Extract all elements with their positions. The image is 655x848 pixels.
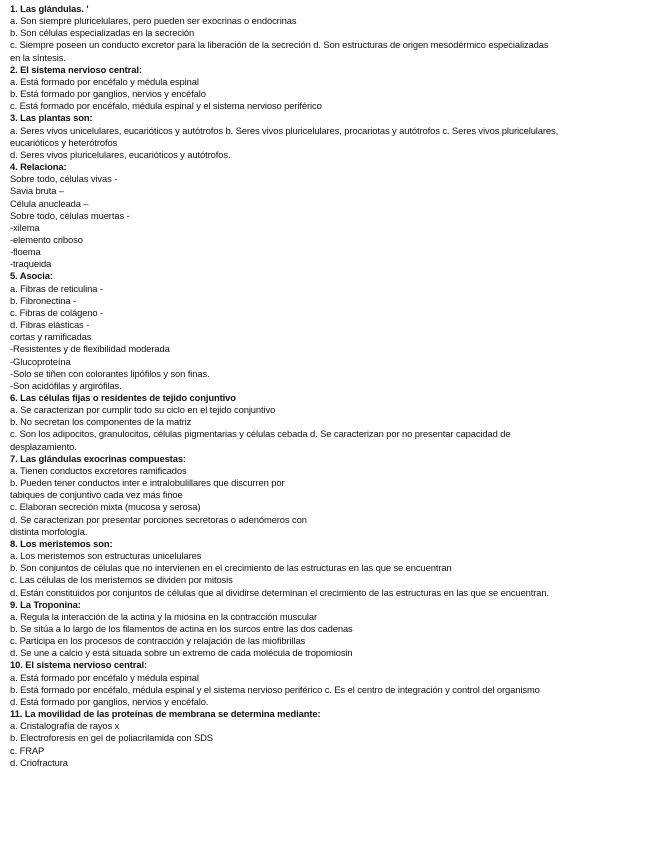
- answer-line: a. Regula la interacción de la actina y la miosina en la contracción muscular: [10, 610, 318, 622]
- question-title: 5. Asocia:: [10, 270, 53, 282]
- answer-line: c. Siempre poseen un conducto excretor para la liberación de la secreción d. Son estructuras de origen mesodérmico especializadas: [10, 39, 549, 51]
- answer-line: a. Los meristemos son estructuras unicelulares: [10, 550, 202, 562]
- answer-line: distinta morfología.: [10, 525, 88, 537]
- answer-line: Savia bruta –: [10, 185, 64, 197]
- answer-line: c. Las células de los meristemos se dividen por mitosis: [10, 574, 233, 586]
- answer-line: -floema: [10, 246, 41, 258]
- answer-line: b. Electroforesis en gel de poliacrilamida con SDS: [10, 732, 213, 744]
- answer-line: d. Se une a calcio y está situada sobre un extremo de cada molécula de tropomiosin: [10, 647, 353, 659]
- answer-line: b. Está formado por ganglios, nervios y encéfalo: [10, 88, 206, 100]
- answer-line: c. Participa en los procesos de contracción y relajación de las miofibrillas: [10, 635, 306, 647]
- answer-line: d. Fibras elásticas -: [10, 319, 90, 331]
- question-title: 4. Relaciona:: [10, 161, 67, 173]
- answer-line: d. Seres vivos pluricelulares, eucarióticos y autótrofos.: [10, 148, 231, 160]
- question-block: [10, 392, 647, 453]
- answer-line: a. Tienen conductos excretores ramificados: [10, 464, 187, 476]
- answer-line: -traqueida: [10, 258, 52, 270]
- question-title: 6. Las células fijas o residentes de tejido conjuntivo: [10, 392, 236, 403]
- answer-line: d. Se caracterizan por presentar porciones secretoras o adenómeros con: [10, 513, 307, 525]
- question-block: [10, 112, 647, 161]
- question-title: 10. El sistema nervioso central:: [10, 659, 147, 671]
- answer-line: -Son acidófilas y argirófilas.: [10, 379, 122, 391]
- answer-line: c. FRAP: [10, 744, 45, 756]
- answer-line: a. Fibras de reticulina -: [10, 282, 103, 294]
- answer-line: b. Está formado por encéfalo, médula espinal y el sistema nervioso periférico c. Es el centro de integración y control del organismo: [10, 683, 540, 695]
- question-title: 2. El sistema nervioso central:: [10, 63, 142, 75]
- answer-line: a. Se caracterizan por cumplir todo su ciclo en el tejido conjuntivo: [10, 404, 276, 416]
- answer-line: c. Fibras de colágeno -: [10, 306, 104, 318]
- answer-line: a. Está formado por encéfalo y médula espinal: [10, 75, 199, 87]
- question-block: [10, 3, 647, 64]
- answer-line: b. Se sitúa a lo largo de los filamentos de actina en los surcos entre las dos cadenas: [10, 622, 353, 634]
- answer-line: d. Criofractura: [10, 756, 68, 768]
- question-block: [10, 64, 647, 113]
- answer-line: b. Son conjuntos de células que no intervienen en el crecimiento de las estructuras en las que se encuentran: [10, 562, 452, 574]
- answer-line: en la síntesis.: [10, 51, 66, 63]
- question-block: [10, 538, 647, 599]
- answer-line: desplazamiento.: [10, 440, 77, 452]
- question-block: [10, 599, 647, 660]
- answer-line: eucarióticos y heterótrofos: [10, 136, 118, 148]
- answer-line: b. Pueden tener conductos inter e intralobulillares que discurren por: [10, 477, 285, 489]
- question-title: 11. La movilidad de las proteínas de membrana se determina mediante:: [10, 708, 321, 720]
- answer-line: b. Fibronectina -: [10, 294, 77, 306]
- answer-line: -Resistentes y de flexibilidad moderada: [10, 343, 170, 355]
- question-title: 9. La Troponina:: [10, 598, 81, 610]
- answer-line: Sobre todo, células muertas -: [10, 209, 130, 221]
- answer-line: -xilema: [10, 221, 40, 233]
- question-block: [10, 659, 647, 708]
- answer-line: a. Seres vivos unicelulares, eucarióticos y autótrofos b. Seres vivos pluricelulares, procariotas y autótrofos c. Seres vivos pluricelulares,: [10, 124, 559, 136]
- question-block: [10, 708, 647, 769]
- answer-line: d. Están constituidos por conjuntos de células que al dividirse determinan el crecimiento de las estructuras en las que se encuentran.: [10, 586, 549, 598]
- answer-line: a. Son siempre pluricelulares, pero pueden ser exocrinas o endocrinas: [10, 15, 297, 27]
- question-block: [10, 453, 647, 538]
- answer-line: d. Está formado por ganglios, nervios y encéfalo.: [10, 695, 209, 707]
- answer-line: Célula anucleada –: [10, 197, 89, 209]
- answer-line: c. Elaboran secreción mixta (mucosa y serosa): [10, 501, 201, 513]
- answer-line: a. Está formado por encéfalo y médula espinal: [10, 671, 199, 683]
- question-title: 3. Las plantas son:: [10, 112, 93, 124]
- answer-line: cortas y ramificadas: [10, 331, 92, 343]
- answer-line: -Solo se tiñen con colorantes lipófilos y son finas.: [10, 367, 210, 379]
- question-block: [10, 161, 647, 270]
- answer-line: b. No secretan los componentes de la matriz: [10, 416, 192, 428]
- answer-line: Sobre todo, células vivas -: [10, 173, 118, 185]
- answer-line: b. Son células especializadas en la secreción: [10, 27, 195, 39]
- answer-line: c. Son los adipocitos, granulocitos, células pigmentarias y células cebada d. Se caracterizan por no presentar capacidad de: [10, 428, 511, 440]
- question-block: [10, 270, 647, 392]
- answer-line: tabiques de conjuntivo cada vez más finoe: [10, 489, 183, 501]
- question-title: 1. Las glándulas. ': [10, 3, 89, 14]
- question-title: 7. Las glándulas exocrinas compuestas:: [10, 452, 186, 464]
- answer-line: -Glucoproteína: [10, 355, 71, 367]
- answer-line: c. Está formado por encéfalo, médula espinal y el sistema nervioso periférico: [10, 100, 322, 112]
- answer-line: -elemento criboso: [10, 233, 83, 245]
- answer-line: a. Cristalografía de rayos x: [10, 720, 120, 732]
- question-title: 8. Los meristemos son:: [10, 537, 113, 549]
